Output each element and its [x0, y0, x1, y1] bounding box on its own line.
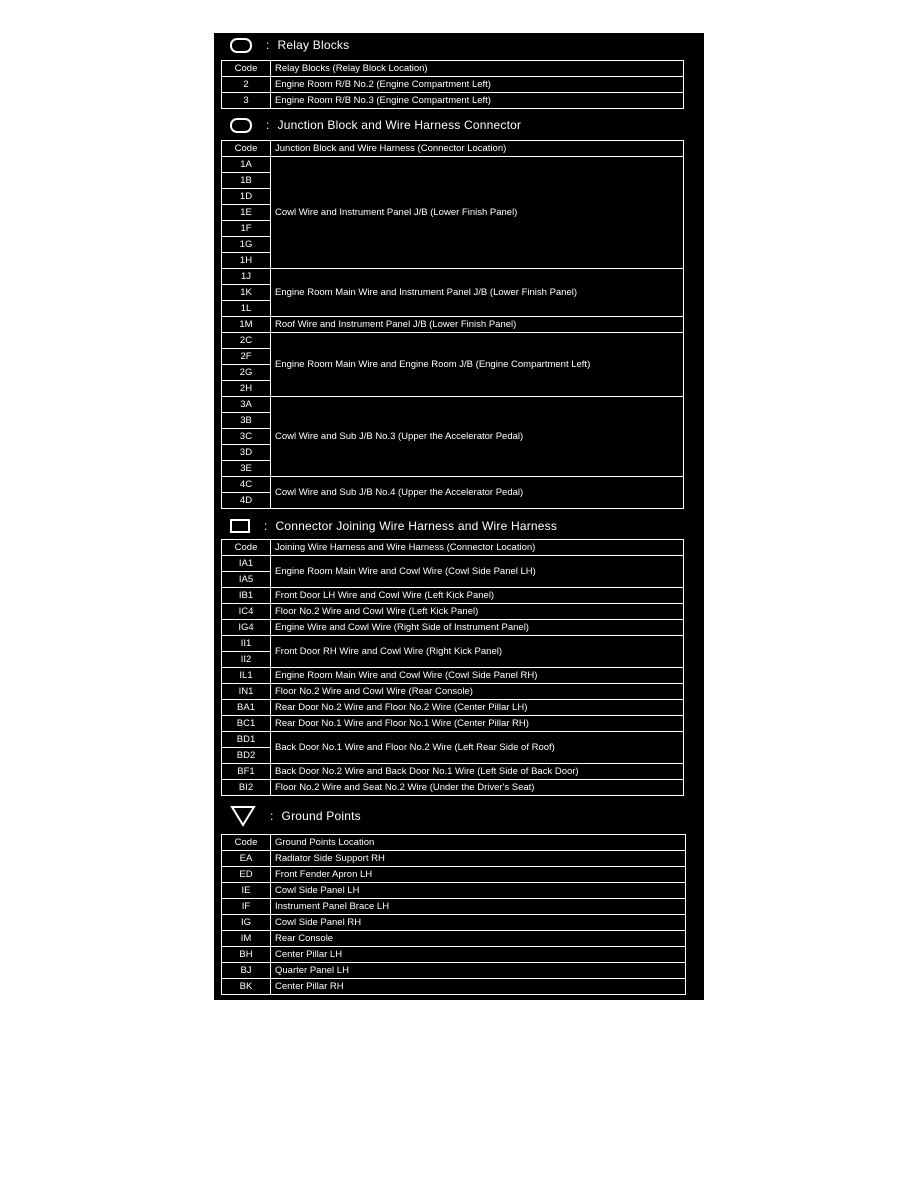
connector-symbol-icon: [230, 519, 250, 533]
description-cell: Instrument Panel Brace LH: [271, 899, 686, 915]
code-cell: IL1: [222, 668, 271, 684]
code-cell: 2G: [222, 365, 271, 381]
table-row: [222, 477, 684, 493]
table-row: [222, 636, 684, 652]
table-row: [222, 963, 686, 979]
ground-point-triangle-icon: [230, 805, 256, 827]
code-cell: IG: [222, 915, 271, 931]
table-row: [222, 700, 684, 716]
code-cell: 1M: [222, 317, 271, 333]
code-cell: 2F: [222, 349, 271, 365]
table-row: [222, 867, 686, 883]
code-cell: BD1: [222, 732, 271, 748]
table-row: [222, 684, 684, 700]
code-cell: BK: [222, 979, 271, 995]
description-cell: Back Door No.2 Wire and Back Door No.1 Wire (Left Side of Back Door): [271, 764, 684, 780]
ground-points-table: [221, 834, 686, 995]
section-title-junction-block: [230, 113, 521, 137]
table-header-row: [222, 835, 686, 851]
code-cell: BD2: [222, 748, 271, 764]
code-cell: 4C: [222, 477, 271, 493]
table-header-row: [222, 540, 684, 556]
description-cell: Floor No.2 Wire and Seat No.2 Wire (Under the Driver's Seat): [271, 780, 684, 796]
description-cell: Floor No.2 Wire and Cowl Wire (Rear Console): [271, 684, 684, 700]
code-cell: II1: [222, 636, 271, 652]
relay-block-symbol-icon: [230, 38, 252, 53]
code-cell: EA: [222, 851, 271, 867]
section-title-ground-points: [230, 804, 361, 828]
table-row: [222, 620, 684, 636]
table-row: [222, 668, 684, 684]
description-cell: Center Pillar LH: [271, 947, 686, 963]
section-title-relay-blocks: [230, 33, 349, 57]
table-row: [222, 604, 684, 620]
table-row: [222, 269, 684, 285]
code-cell: 1E: [222, 205, 271, 221]
table-row: [222, 157, 684, 173]
relay-blocks-table: [221, 60, 684, 109]
code-cell: 3C: [222, 429, 271, 445]
code-cell: BI2: [222, 780, 271, 796]
table-header-row: [222, 141, 684, 157]
table-header-row: [222, 61, 684, 77]
table-row: [222, 317, 684, 333]
code-cell: 3E: [222, 461, 271, 477]
code-cell: 1B: [222, 173, 271, 189]
code-cell: 1H: [222, 253, 271, 269]
junction-block-symbol-icon: [230, 118, 252, 133]
code-cell: 1G: [222, 237, 271, 253]
description-cell: Engine Room R/B No.3 (Engine Compartment Left): [271, 93, 684, 109]
table-row: [222, 716, 684, 732]
description-cell: Radiator Side Support RH: [271, 851, 686, 867]
code-cell: 1D: [222, 189, 271, 205]
description-cell: Engine Room R/B No.2 (Engine Compartment Left): [271, 77, 684, 93]
description-cell: Front Door LH Wire and Cowl Wire (Left Kick Panel): [271, 588, 684, 604]
code-cell: 1K: [222, 285, 271, 301]
code-cell: ED: [222, 867, 271, 883]
table-row: [222, 588, 684, 604]
description-cell: Cowl Wire and Instrument Panel J/B (Lower Finish Panel): [271, 157, 684, 269]
section-title-text: Relay Blocks: [277, 38, 350, 52]
section-title-text: Ground Points: [281, 809, 361, 823]
code-cell: 3: [222, 93, 271, 109]
table-row: [222, 915, 686, 931]
table-row: [222, 899, 686, 915]
colon: :: [264, 519, 268, 533]
description-cell: Engine Room Main Wire and Cowl Wire (Cowl Side Panel LH): [271, 556, 684, 588]
code-cell: II2: [222, 652, 271, 668]
table-row: [222, 780, 684, 796]
code-cell: 1A: [222, 157, 271, 173]
table-row: [222, 397, 684, 413]
code-cell: IF: [222, 899, 271, 915]
code-cell: IG4: [222, 620, 271, 636]
code-cell: IC4: [222, 604, 271, 620]
description-cell: Cowl Side Panel RH: [271, 915, 686, 931]
table-row: [222, 93, 684, 109]
description-cell: Rear Door No.2 Wire and Floor No.2 Wire (Center Pillar LH): [271, 700, 684, 716]
description-cell: Center Pillar RH: [271, 979, 686, 995]
table-row: [222, 333, 684, 349]
table-row: [222, 931, 686, 947]
colon: :: [266, 118, 270, 132]
connector-joining-table: [221, 539, 684, 796]
header-code: Code: [222, 835, 271, 851]
description-cell: Roof Wire and Instrument Panel J/B (Lower Finish Panel): [271, 317, 684, 333]
code-cell: 1J: [222, 269, 271, 285]
code-cell: BC1: [222, 716, 271, 732]
section-title-text: Connector Joining Wire Harness and Wire Harness: [275, 519, 558, 533]
code-cell: 3A: [222, 397, 271, 413]
code-cell: 2: [222, 77, 271, 93]
code-cell: IB1: [222, 588, 271, 604]
code-cell: 4D: [222, 493, 271, 509]
header-description: Relay Blocks (Relay Block Location): [271, 61, 684, 77]
code-cell: 2C: [222, 333, 271, 349]
table-row: [222, 883, 686, 899]
code-cell: 1L: [222, 301, 271, 317]
code-cell: BH: [222, 947, 271, 963]
code-cell: IA5: [222, 572, 271, 588]
description-cell: Cowl Side Panel LH: [271, 883, 686, 899]
description-cell: Cowl Wire and Sub J/B No.4 (Upper the Accelerator Pedal): [271, 477, 684, 509]
section-title-text: Junction Block and Wire Harness Connector: [277, 118, 522, 132]
description-cell: Engine Wire and Cowl Wire (Right Side of Instrument Panel): [271, 620, 684, 636]
description-cell: Cowl Wire and Sub J/B No.3 (Upper the Accelerator Pedal): [271, 397, 684, 477]
code-cell: IE: [222, 883, 271, 899]
description-cell: Engine Room Main Wire and Cowl Wire (Cowl Side Panel RH): [271, 668, 684, 684]
description-cell: Quarter Panel LH: [271, 963, 686, 979]
description-cell: Front Door RH Wire and Cowl Wire (Right Kick Panel): [271, 636, 684, 668]
colon: :: [266, 38, 270, 52]
description-cell: Front Fender Apron LH: [271, 867, 686, 883]
legend-panel: [214, 33, 704, 1000]
header-code: Code: [222, 61, 271, 77]
header-description: Ground Points Location: [271, 835, 686, 851]
junction-block-table: [221, 140, 684, 509]
table-row: [222, 556, 684, 572]
code-cell: 1F: [222, 221, 271, 237]
code-cell: 3D: [222, 445, 271, 461]
header-code: Code: [222, 540, 271, 556]
header-code: Code: [222, 141, 271, 157]
description-cell: Back Door No.1 Wire and Floor No.2 Wire (Left Rear Side of Roof): [271, 732, 684, 764]
code-cell: BJ: [222, 963, 271, 979]
description-cell: Rear Console: [271, 931, 686, 947]
code-cell: 2H: [222, 381, 271, 397]
description-cell: Floor No.2 Wire and Cowl Wire (Left Kick Panel): [271, 604, 684, 620]
table-row: [222, 77, 684, 93]
table-row: [222, 947, 686, 963]
header-description: Joining Wire Harness and Wire Harness (Connector Location): [271, 540, 684, 556]
code-cell: BF1: [222, 764, 271, 780]
table-row: [222, 732, 684, 748]
code-cell: IN1: [222, 684, 271, 700]
code-cell: BA1: [222, 700, 271, 716]
header-description: Junction Block and Wire Harness (Connector Location): [271, 141, 684, 157]
colon: :: [270, 809, 274, 823]
code-cell: IM: [222, 931, 271, 947]
code-cell: IA1: [222, 556, 271, 572]
table-row: [222, 979, 686, 995]
description-cell: Engine Room Main Wire and Instrument Panel J/B (Lower Finish Panel): [271, 269, 684, 317]
description-cell: Rear Door No.1 Wire and Floor No.1 Wire (Center Pillar RH): [271, 716, 684, 732]
table-row: [222, 851, 686, 867]
section-title-connector-joining: [230, 514, 557, 538]
code-cell: 3B: [222, 413, 271, 429]
description-cell: Engine Room Main Wire and Engine Room J/B (Engine Compartment Left): [271, 333, 684, 397]
table-row: [222, 764, 684, 780]
